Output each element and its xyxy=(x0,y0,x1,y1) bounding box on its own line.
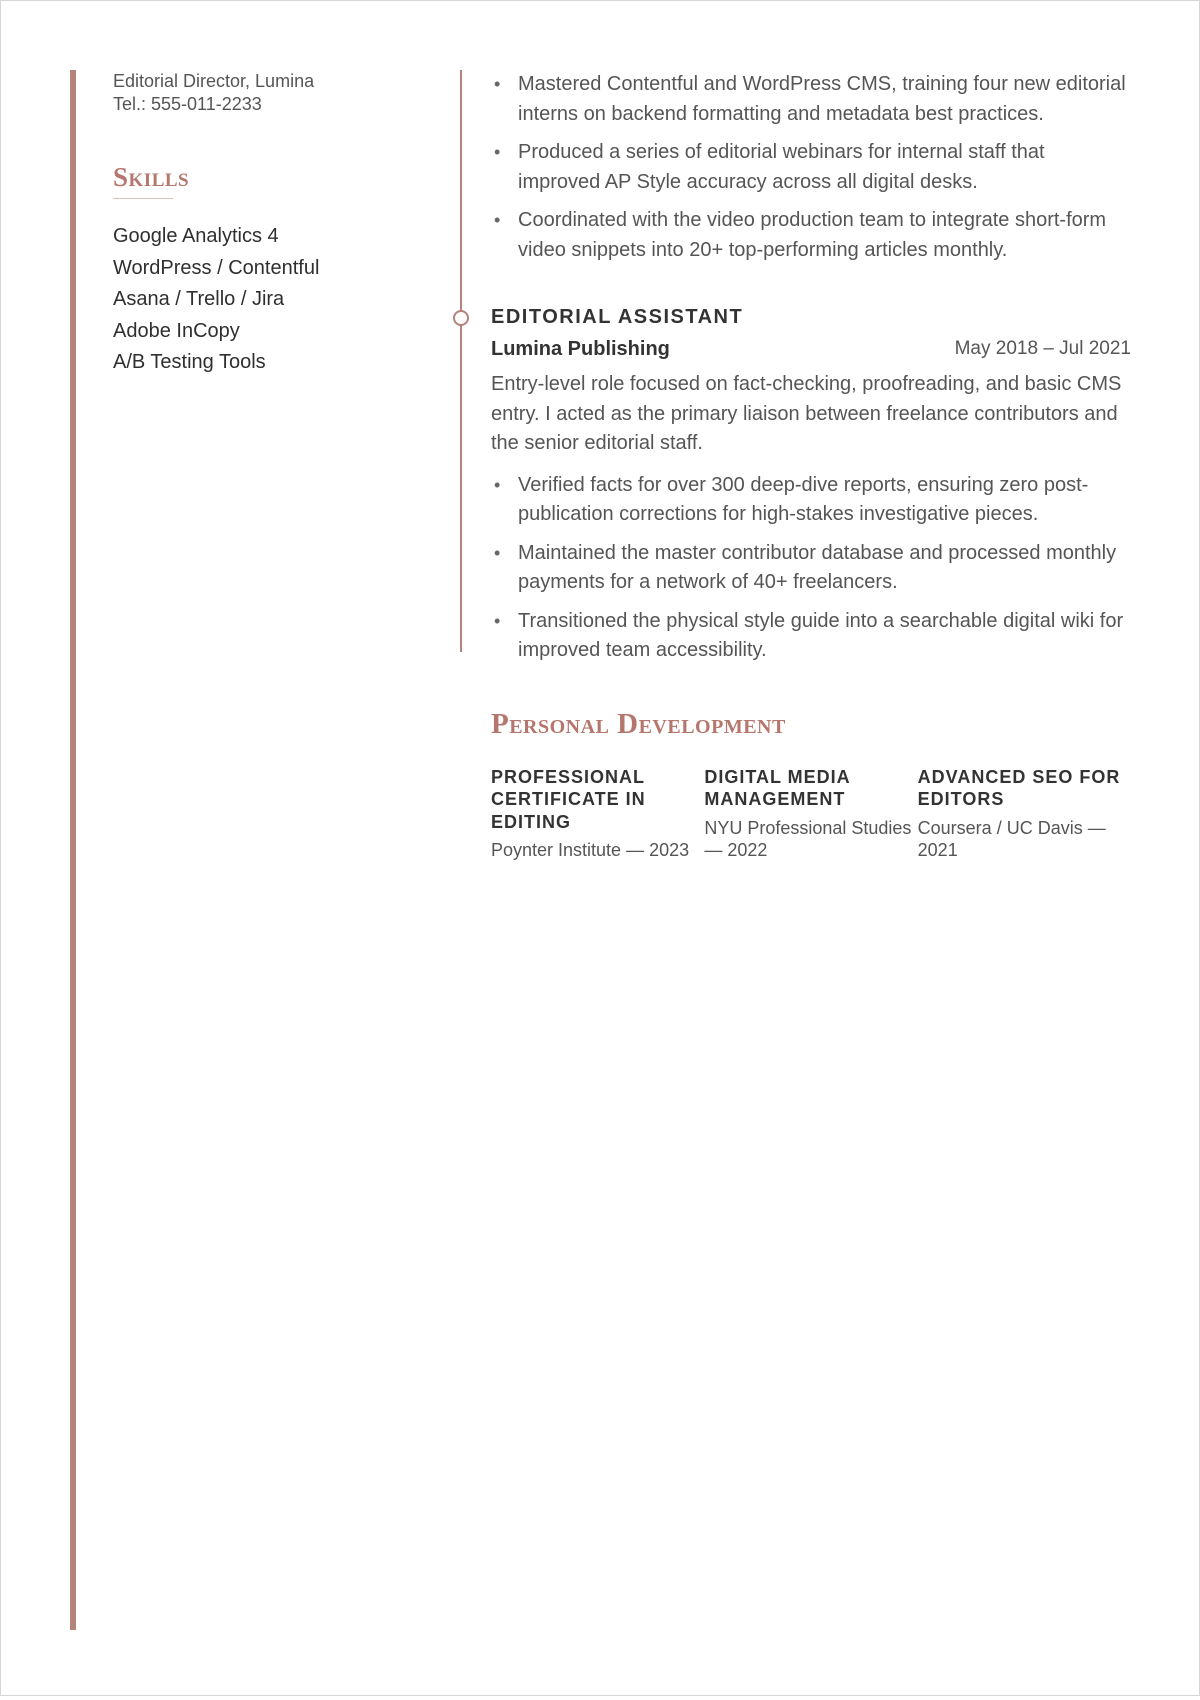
bullet-item: • Transitioned the physical style guide into a searchable digital wiki for improved team accessibility. xyxy=(491,607,1131,666)
personal-development-grid xyxy=(491,766,1131,862)
job-dates: May 2018 – Jul 2021 xyxy=(954,338,1131,359)
bullet-item: • Mastered Contentful and WordPress CMS, training four new editorial interns on backend formatting and metadata best practices. xyxy=(491,70,1131,129)
job-entry xyxy=(491,304,1131,666)
course-name: PROFESSIONAL CERTIFICATE IN EDITING xyxy=(491,766,646,832)
bullet-item: • Maintained the master contributor database and processed monthly payments for a network of 40+ freelancers. xyxy=(491,539,1131,598)
skill-item: Asana / Trello / Jira xyxy=(113,288,285,310)
reference-phone: Tel.: 555-011-2233 xyxy=(113,94,262,114)
course-source: Poynter Institute — 2023 xyxy=(491,840,690,860)
skills-heading: Skills xyxy=(113,162,190,192)
left-accent-bar xyxy=(70,70,76,1630)
skills-list xyxy=(113,221,413,379)
course-name: ADVANCED SEO FOR EDITORS xyxy=(917,766,1121,809)
skills-heading-rule xyxy=(113,198,173,199)
course-item xyxy=(491,766,704,862)
reference-role: Editorial Director, Lumina xyxy=(113,71,315,91)
job-bullets xyxy=(491,471,1131,666)
right-column xyxy=(491,70,1131,862)
timeline-marker xyxy=(453,310,469,326)
job-description: Entry-level role focused on fact-checking, proofreading, and basic CMS entry. I acted as the primary liaison between freelance contributors and the senior editorial staff. xyxy=(491,373,1122,454)
bullet-item: • Produced a series of editorial webinars for internal staff that improved AP Style accuracy across all digital desks. xyxy=(491,138,1131,197)
personal-development-heading: Personal Development xyxy=(491,707,786,740)
left-column xyxy=(113,70,413,379)
skill-item: A/B Testing Tools xyxy=(113,351,266,373)
course-source: Coursera / UC Davis — 2021 xyxy=(917,817,1106,860)
bullet-item: • Coordinated with the video production team to integrate short-form video snippets into 20+ top-performing articles monthly. xyxy=(491,206,1131,265)
course-item xyxy=(918,766,1131,862)
skill-item: WordPress / Contentful xyxy=(113,256,320,279)
course-source: NYU Professional Studies — 2022 xyxy=(704,817,912,860)
experience-timeline-line xyxy=(460,70,462,652)
course-item xyxy=(704,766,917,862)
course-name: DIGITAL MEDIA MANAGEMENT xyxy=(704,766,850,809)
job-meta xyxy=(491,336,1131,362)
previous-job-bullets xyxy=(491,70,1131,265)
reference-block xyxy=(113,70,413,116)
bullet-item: • Verified facts for over 300 deep-dive reports, ensuring zero post-publication corrections for high-stakes investigative pieces. xyxy=(491,471,1131,530)
skill-item: Adobe InCopy xyxy=(113,319,240,342)
skill-item: Google Analytics 4 xyxy=(113,225,279,247)
job-company: Lumina Publishing xyxy=(491,338,670,360)
job-title: EDITORIAL ASSISTANT xyxy=(491,306,744,328)
